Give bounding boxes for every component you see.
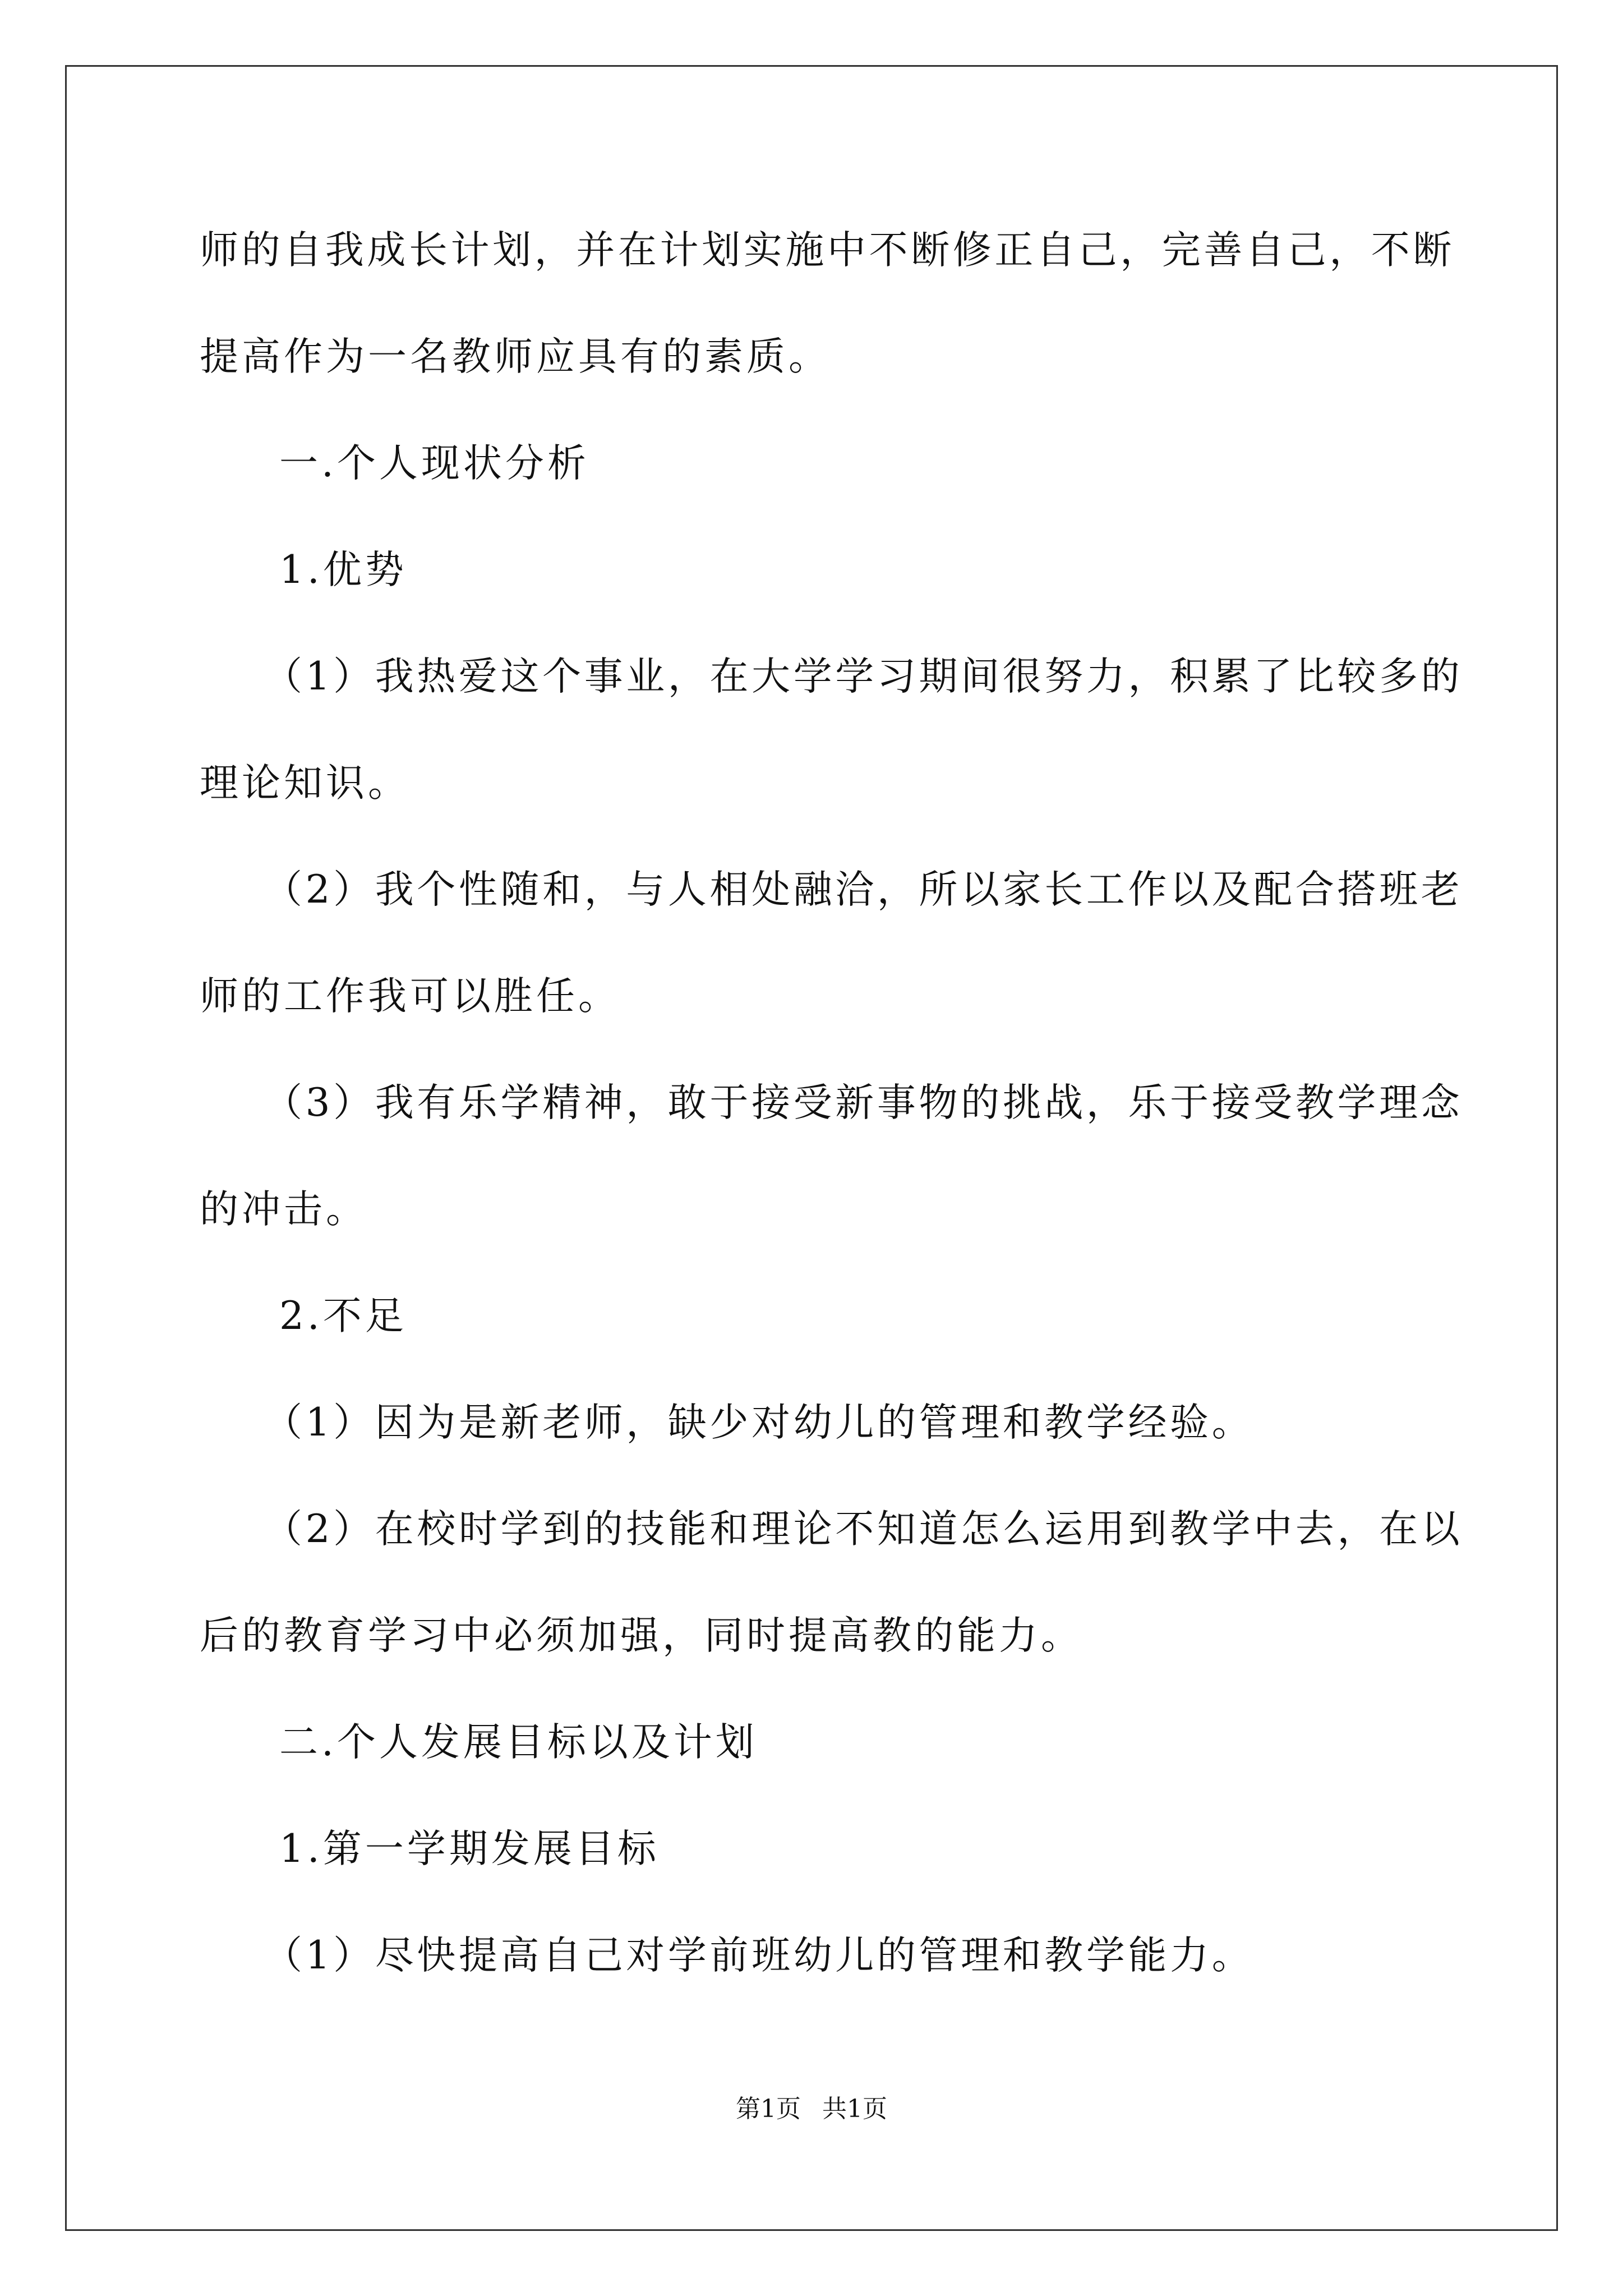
paragraph-line: 的冲击。 — [200, 1187, 368, 1232]
page-number: 第1页 — [736, 2095, 801, 2123]
section-heading: 二.个人发展目标以及计划 — [279, 1720, 758, 1765]
subsection-heading: 2.不足 — [279, 1294, 407, 1338]
page-footer — [0, 2097, 1623, 2122]
subsection-heading: 1.第一学期发展目标 — [279, 1826, 660, 1871]
paragraph-line: 提高作为一名教师应具有的素质。 — [200, 334, 831, 379]
list-item: （1）尽快提高自己对学前班幼儿的管理和教学能力。 — [264, 1933, 1254, 1978]
section-heading: 一.个人现状分析 — [279, 441, 589, 486]
list-item: （1）因为是新老师，缺少对幼儿的管理和教学经验。 — [264, 1400, 1254, 1445]
page-total: 共1页 — [822, 2095, 887, 2123]
paragraph-line: 师的自我成长计划，并在计划实施中不断修正自己，完善自己，不断 — [200, 228, 1455, 273]
paragraph-line: 师的工作我可以胜任。 — [200, 974, 620, 1019]
list-item: （3）我有乐学精神，敢于接受新事物的挑战，乐于接受教学理念 — [264, 1080, 1463, 1125]
list-item: （2）在校时学到的技能和理论不知道怎么运用到教学中去，在以 — [264, 1507, 1463, 1552]
list-item: （2）我个性随和，与人相处融洽，所以家长工作以及配合搭班老 — [264, 867, 1463, 912]
list-item: （1）我热爱这个事业，在大学学习期间很努力，积累了比较多的 — [264, 654, 1463, 699]
paragraph-line: 理论知识。 — [200, 761, 410, 806]
page-border — [65, 65, 1558, 2231]
subsection-heading: 1.优势 — [279, 547, 407, 592]
paragraph-line: 后的教育学习中必须加强，同时提高教的能力。 — [200, 1613, 1083, 1658]
